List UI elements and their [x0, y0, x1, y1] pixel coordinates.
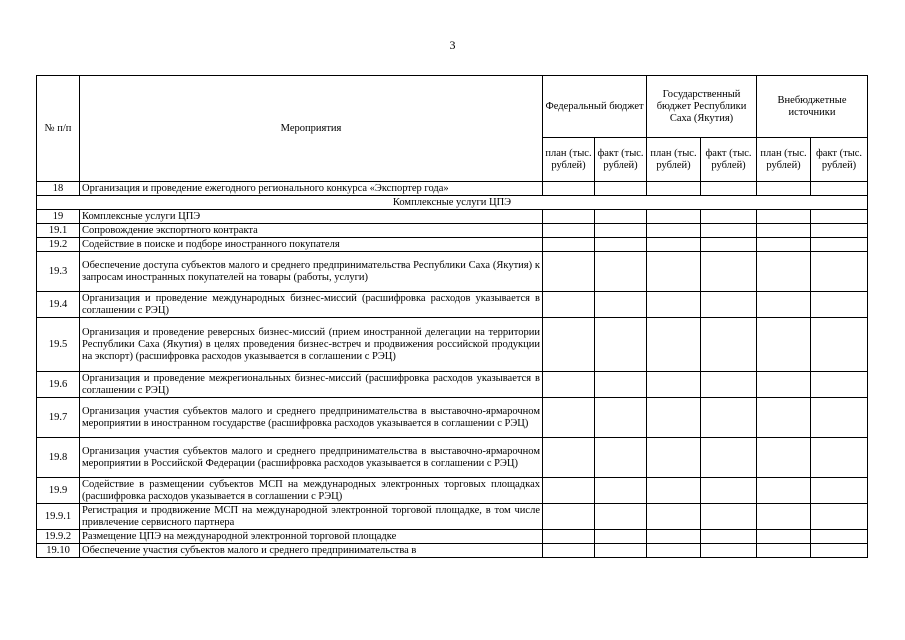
amount-cell [757, 530, 811, 544]
amount-cell [701, 478, 757, 504]
amount-cell [757, 318, 811, 372]
amount-cell [647, 210, 701, 224]
amount-cell [543, 224, 595, 238]
table-row [37, 398, 868, 438]
amount-cell [647, 252, 701, 292]
amount-cell [757, 478, 811, 504]
amount-cell [701, 398, 757, 438]
amount-cell [811, 478, 868, 504]
row-text: Размещение ЦПЭ на международной электронной торговой площадке [80, 530, 543, 544]
amount-cell [811, 372, 868, 398]
row-number: 19 [37, 210, 80, 224]
amount-cell [595, 478, 647, 504]
section-row [37, 196, 868, 210]
amount-cell [647, 544, 701, 558]
amount-cell [647, 398, 701, 438]
amount-cell [811, 252, 868, 292]
header-group-federal: Федеральный бюджет [543, 76, 647, 138]
amount-cell [543, 372, 595, 398]
row-number: 19.6 [37, 372, 80, 398]
amount-cell [543, 438, 595, 478]
row-text: Содействие в поиске и подборе иностранного покупателя [80, 238, 543, 252]
row-text: Организация участия субъектов малого и среднего предпринимательства в выставочно-ярмарочном мероприятии в иностранном государстве (расшифровка расходов указывается в соглашении с РЭЦ) [80, 398, 543, 438]
amount-cell [595, 238, 647, 252]
amount-cell [701, 438, 757, 478]
amount-cell [647, 238, 701, 252]
amount-cell [595, 292, 647, 318]
amount-cell [701, 372, 757, 398]
row-text: Организация и проведение международных бизнес-миссий (расшифровка расходов указывается в соглашении с РЭЦ) [80, 292, 543, 318]
row-text: Обеспечение участия субъектов малого и среднего предпринимательства в [80, 544, 543, 558]
amount-cell [647, 438, 701, 478]
amount-cell [701, 252, 757, 292]
row-number: 19.4 [37, 292, 80, 318]
row-number: 19.5 [37, 318, 80, 372]
amount-cell [595, 318, 647, 372]
row-text: Организация и проведение реверсных бизнес-миссий (прием иностранной делегации на территории Республики Саха (Якутия) в целях проведения бизнес-встреч и продвижения российской продукции на экспорт) (расшифровка расходов указывается в соглашении с РЭЦ) [80, 318, 543, 372]
amount-cell [595, 372, 647, 398]
amount-cell [757, 438, 811, 478]
amount-cell [543, 478, 595, 504]
amount-cell [757, 224, 811, 238]
row-text: Организация и проведение ежегодного регионального конкурса «Экспортер года» [80, 182, 543, 196]
row-number: 19.9.2 [37, 530, 80, 544]
amount-cell [543, 238, 595, 252]
amount-cell [595, 398, 647, 438]
amount-cell [647, 478, 701, 504]
section-title: Комплексные услуги ЦПЭ [37, 196, 868, 210]
row-number: 19.3 [37, 252, 80, 292]
row-number: 19.9 [37, 478, 80, 504]
header-sub-fact: факт (тыс. рублей) [595, 138, 647, 182]
header-num: № п/п [37, 76, 80, 182]
amount-cell [701, 238, 757, 252]
amount-cell [811, 318, 868, 372]
amount-cell [701, 530, 757, 544]
amount-cell [701, 224, 757, 238]
amount-cell [543, 292, 595, 318]
row-number: 19.9.1 [37, 504, 80, 530]
amount-cell [543, 252, 595, 292]
amount-cell [595, 210, 647, 224]
amount-cell [647, 318, 701, 372]
table-row [37, 182, 868, 196]
amount-cell [811, 238, 868, 252]
amount-cell [811, 504, 868, 530]
row-number: 19.2 [37, 238, 80, 252]
header-sub-fact: факт (тыс. рублей) [701, 138, 757, 182]
row-text: Регистрация и продвижение МСП на международной электронной торговой площадке, в том числе привлечение сервисного партнера [80, 504, 543, 530]
amount-cell [701, 504, 757, 530]
amount-cell [811, 544, 868, 558]
header-sub-plan: план (тыс. рублей) [543, 138, 595, 182]
table-row [37, 438, 868, 478]
row-text: Организация и проведение межрегиональных бизнес-миссий (расшифровка расходов указывается в соглашении с РЭЦ) [80, 372, 543, 398]
amount-cell [647, 504, 701, 530]
amount-cell [811, 210, 868, 224]
row-text: Организация участия субъектов малого и среднего предпринимательства в выставочно-ярмарочном мероприятии в Российской Федерации (расшифровка расходов указывается в соглашении с РЭЦ) [80, 438, 543, 478]
header-sub-fact: факт (тыс. рублей) [811, 138, 868, 182]
amount-cell [543, 210, 595, 224]
row-number: 18 [37, 182, 80, 196]
amount-cell [595, 252, 647, 292]
table-row [37, 210, 868, 224]
amount-cell [543, 530, 595, 544]
row-number: 19.7 [37, 398, 80, 438]
amount-cell [701, 292, 757, 318]
amount-cell [757, 544, 811, 558]
amount-cell [595, 530, 647, 544]
header-group-offbudget: Внебюджетные источники [757, 76, 868, 138]
row-text: Содействие в размещении субъектов МСП на международных электронных торговых площадках (расшифровка расходов указывается в соглашении с РЭЦ) [80, 478, 543, 504]
row-text: Сопровождение экспортного контракта [80, 224, 543, 238]
table-row [37, 530, 868, 544]
header-sub-plan: план (тыс. рублей) [757, 138, 811, 182]
amount-cell [757, 252, 811, 292]
table-row [37, 292, 868, 318]
table-row [37, 238, 868, 252]
amount-cell [811, 438, 868, 478]
amount-cell [647, 224, 701, 238]
amount-cell [701, 544, 757, 558]
amount-cell [595, 224, 647, 238]
amount-cell [757, 238, 811, 252]
table-row [37, 372, 868, 398]
row-number: 19.10 [37, 544, 80, 558]
row-text: Обеспечение доступа субъектов малого и среднего предпринимательства Республики Саха (Якутия) к запросам иностранных покупателей на товары (работы, услуги) [80, 252, 543, 292]
header-group-republic: Государственный бюджет Республики Саха (Якутия) [647, 76, 757, 138]
header-row-groups [37, 76, 868, 138]
amount-cell [757, 372, 811, 398]
row-number: 19.1 [37, 224, 80, 238]
header-activities: Мероприятия [80, 76, 543, 182]
amount-cell [543, 504, 595, 530]
amount-cell [701, 318, 757, 372]
amount-cell [543, 398, 595, 438]
table-row [37, 504, 868, 530]
table-row [37, 318, 868, 372]
table-row [37, 224, 868, 238]
amount-cell [595, 544, 647, 558]
amount-cell [543, 544, 595, 558]
row-number: 19.8 [37, 438, 80, 478]
amount-cell [811, 530, 868, 544]
amount-cell [647, 292, 701, 318]
amount-cell [701, 210, 757, 224]
amount-cell [811, 398, 868, 438]
amount-cell [757, 504, 811, 530]
header-sub-plan: план (тыс. рублей) [647, 138, 701, 182]
amount-cell [811, 292, 868, 318]
table-row [37, 478, 868, 504]
amount-cell [595, 504, 647, 530]
amount-cell [757, 398, 811, 438]
amount-cell [543, 318, 595, 372]
amount-cell [757, 210, 811, 224]
table-row [37, 544, 868, 558]
amount-cell [647, 372, 701, 398]
funding-table [36, 75, 868, 558]
table-row [37, 252, 868, 292]
amount-cell [647, 530, 701, 544]
amount-cell [595, 438, 647, 478]
amount-cell [811, 224, 868, 238]
amount-cell [757, 292, 811, 318]
page-number: 3 [449, 38, 456, 52]
row-text: Комплексные услуги ЦПЭ [80, 210, 543, 224]
